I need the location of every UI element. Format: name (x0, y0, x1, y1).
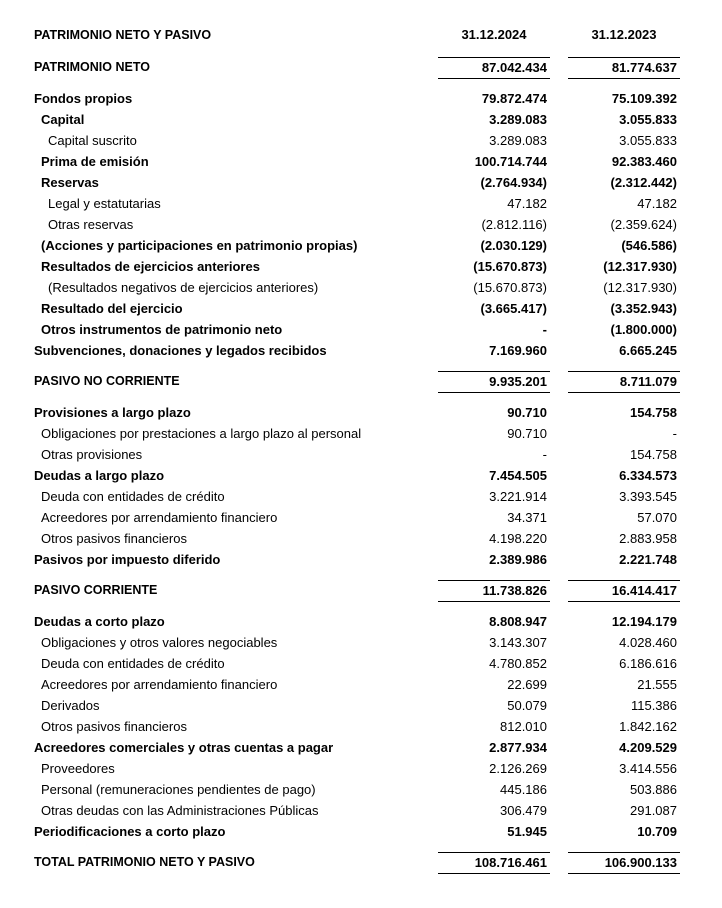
table-row (0, 465, 722, 486)
value-2024: (2.030.129) (480, 238, 547, 253)
value-2023: 154.758 (630, 405, 677, 420)
row-label: Acreedores por arrendamiento financiero (41, 510, 278, 525)
value-2023: (2.359.624) (610, 217, 677, 232)
total-rule-bottom (568, 601, 680, 602)
value-2024: 90.710 (507, 405, 547, 420)
value-2024: 3.289.083 (489, 133, 547, 148)
value-2023: 115.386 (630, 698, 677, 713)
value-2024: 79.872.474 (481, 91, 547, 106)
value-2024: 51.945 (507, 824, 547, 839)
value-2023: 4.209.529 (619, 740, 677, 755)
row-label: Acreedores comerciales y otras cuentas a pagar (34, 740, 334, 755)
row-label: Obligaciones y otros valores negociables (41, 635, 278, 650)
total-rule-bottom (568, 78, 680, 79)
value-2024: (15.670.873) (473, 259, 547, 274)
table-row (0, 695, 722, 716)
table-row (0, 193, 722, 214)
column-header-2024: 31.12.2024 (461, 27, 527, 42)
value-2024: 47.182 (507, 196, 547, 211)
row-label: Prima de emisión (41, 154, 149, 169)
value-2023: 81.774.637 (611, 60, 677, 75)
table-header (0, 24, 722, 46)
value-2023: 2.883.958 (619, 531, 677, 546)
table-row (0, 716, 722, 737)
section-total-row (0, 852, 722, 873)
row-label: Provisiones a largo plazo (34, 405, 191, 420)
table-row (0, 758, 722, 779)
value-2023: 8.711.079 (619, 374, 677, 389)
table-row (0, 549, 722, 570)
table-row (0, 737, 722, 758)
table-row (0, 486, 722, 507)
value-2023: 16.414.417 (611, 583, 677, 598)
row-label: Deudas a largo plazo (34, 468, 165, 483)
table-row (0, 151, 722, 172)
section-total-row (0, 580, 722, 601)
value-2024: 8.808.947 (489, 614, 547, 629)
value-2024: 87.042.434 (481, 60, 547, 75)
row-label: PASIVO NO CORRIENTE (34, 374, 180, 388)
table-row (0, 319, 722, 340)
row-label: Obligaciones por prestaciones a largo plazo al personal (41, 426, 362, 441)
value-2023: 12.194.179 (611, 614, 677, 629)
value-2024: 445.186 (500, 782, 547, 797)
value-2023: (546.586) (621, 238, 677, 253)
total-rule-top (568, 852, 680, 853)
row-label: Otras deudas con las Administraciones Públicas (41, 803, 319, 818)
value-2023: 75.109.392 (611, 91, 677, 106)
table-row (0, 88, 722, 109)
table-row (0, 402, 722, 423)
row-label: Subvenciones, donaciones y legados recibidos (34, 343, 327, 358)
table-row (0, 800, 722, 821)
value-2024: 50.079 (507, 698, 547, 713)
table-row (0, 423, 722, 444)
row-label: Capital (41, 112, 85, 127)
section-total-row (0, 371, 722, 392)
value-2023: 4.028.460 (619, 635, 677, 650)
total-rule-bottom (438, 78, 550, 79)
table-row (0, 674, 722, 695)
value-2024: 108.716.461 (474, 855, 547, 870)
row-label: PASIVO CORRIENTE (34, 583, 158, 597)
table-row (0, 235, 722, 256)
total-rule-top (568, 580, 680, 581)
table-row (0, 277, 722, 298)
section-total-row (0, 57, 722, 78)
value-2023: (3.352.943) (610, 301, 677, 316)
value-2023: 6.665.245 (619, 343, 677, 358)
value-2023: 3.414.556 (619, 761, 677, 776)
value-2024: 3.143.307 (489, 635, 547, 650)
table-row (0, 172, 722, 193)
row-label: Reservas (41, 175, 99, 190)
row-label: Resultado del ejercicio (41, 301, 183, 316)
value-2023: 291.087 (630, 803, 677, 818)
value-2023: 503.886 (630, 782, 677, 797)
value-2024: 90.710 (507, 426, 547, 441)
row-label: TOTAL PATRIMONIO NETO Y PASIVO (34, 855, 255, 869)
table-row (0, 256, 722, 277)
value-2023: 21.555 (637, 677, 677, 692)
table-row (0, 821, 722, 842)
total-rule-bottom (568, 873, 680, 874)
total-rule-top (568, 371, 680, 372)
total-rule-bottom (438, 392, 550, 393)
value-2023: 2.221.748 (619, 552, 677, 567)
column-header-2023: 31.12.2023 (591, 27, 657, 42)
table-row (0, 528, 722, 549)
value-2024: 4.780.852 (489, 656, 547, 671)
table-row (0, 507, 722, 528)
value-2024: 11.738.826 (482, 583, 547, 598)
value-2024: 7.169.960 (489, 343, 547, 358)
value-2023: 10.709 (637, 824, 677, 839)
table-row (0, 130, 722, 151)
row-label: Capital suscrito (48, 133, 137, 148)
row-label: PATRIMONIO NETO (34, 60, 150, 74)
value-2024: 9.935.201 (489, 374, 547, 389)
table-row (0, 340, 722, 361)
value-2024: (2.812.116) (481, 217, 547, 232)
total-rule-top (438, 371, 550, 372)
value-2023: 3.055.833 (619, 133, 677, 148)
value-2024: 306.479 (500, 803, 547, 818)
row-label: Otros instrumentos de patrimonio neto (41, 322, 283, 337)
value-2023: - (672, 426, 677, 441)
total-rule-top (438, 580, 550, 581)
row-label: Otras reservas (48, 217, 134, 232)
row-label: (Resultados negativos de ejercicios anteriores) (48, 280, 319, 295)
value-2023: 47.182 (637, 196, 677, 211)
table-row (0, 109, 722, 130)
value-2023: (2.312.442) (610, 175, 677, 190)
value-2023: 106.900.133 (604, 855, 677, 870)
table-row (0, 611, 722, 632)
value-2023: 3.055.833 (619, 112, 677, 127)
value-2023: 92.383.460 (611, 154, 677, 169)
row-label: Deudas a corto plazo (34, 614, 165, 629)
table-row (0, 653, 722, 674)
value-2024: - (542, 447, 547, 462)
value-2023: 3.393.545 (619, 489, 677, 504)
total-rule-bottom (438, 873, 550, 874)
row-label: Derivados (41, 698, 100, 713)
value-2024: (3.665.417) (480, 301, 547, 316)
value-2024: 812.010 (500, 719, 547, 734)
value-2023: 57.070 (637, 510, 677, 525)
value-2024: 7.454.505 (489, 468, 547, 483)
value-2023: (1.800.000) (610, 322, 677, 337)
value-2023: 1.842.162 (619, 719, 677, 734)
total-rule-top (568, 57, 680, 58)
value-2023: (12.317.930) (603, 259, 677, 274)
value-2024: 2.126.269 (489, 761, 547, 776)
value-2024: 2.877.934 (489, 740, 547, 755)
row-label: Deuda con entidades de crédito (41, 656, 225, 671)
value-2024: 4.198.220 (489, 531, 547, 546)
value-2024: 3.221.914 (489, 489, 547, 504)
table-title: PATRIMONIO NETO Y PASIVO (34, 28, 212, 42)
table-row (0, 632, 722, 653)
value-2024: 2.389.986 (489, 552, 547, 567)
value-2023: 154.758 (630, 447, 677, 462)
row-label: Personal (remuneraciones pendientes de pago) (41, 782, 316, 797)
row-label: Otras provisiones (41, 447, 143, 462)
total-rule-top (438, 57, 550, 58)
total-rule-bottom (568, 392, 680, 393)
row-label: Resultados de ejercicios anteriores (41, 259, 260, 274)
value-2024: - (542, 322, 547, 337)
row-label: Deuda con entidades de crédito (41, 489, 225, 504)
row-label: Fondos propios (34, 91, 133, 106)
row-label: Otros pasivos financieros (41, 719, 187, 734)
row-label: Acreedores por arrendamiento financiero (41, 677, 278, 692)
value-2024: (15.670.873) (473, 280, 547, 295)
table-row (0, 298, 722, 319)
table-row (0, 214, 722, 235)
table-row (0, 444, 722, 465)
value-2024: (2.764.934) (480, 175, 547, 190)
row-label: (Acciones y participaciones en patrimonio propias) (41, 238, 358, 253)
value-2024: 3.289.083 (489, 112, 547, 127)
value-2023: (12.317.930) (603, 280, 677, 295)
value-2023: 6.334.573 (619, 468, 677, 483)
total-rule-top (438, 852, 550, 853)
row-label: Pasivos por impuesto diferido (34, 552, 221, 567)
value-2024: 22.699 (507, 677, 547, 692)
row-label: Legal y estatutarias (48, 196, 161, 211)
total-rule-bottom (438, 601, 550, 602)
row-label: Periodificaciones a corto plazo (34, 824, 226, 839)
row-label: Otros pasivos financieros (41, 531, 187, 546)
row-label: Proveedores (41, 761, 115, 776)
value-2023: 6.186.616 (619, 656, 677, 671)
table-row (0, 779, 722, 800)
value-2024: 34.371 (507, 510, 547, 525)
value-2024: 100.714.744 (474, 154, 547, 169)
